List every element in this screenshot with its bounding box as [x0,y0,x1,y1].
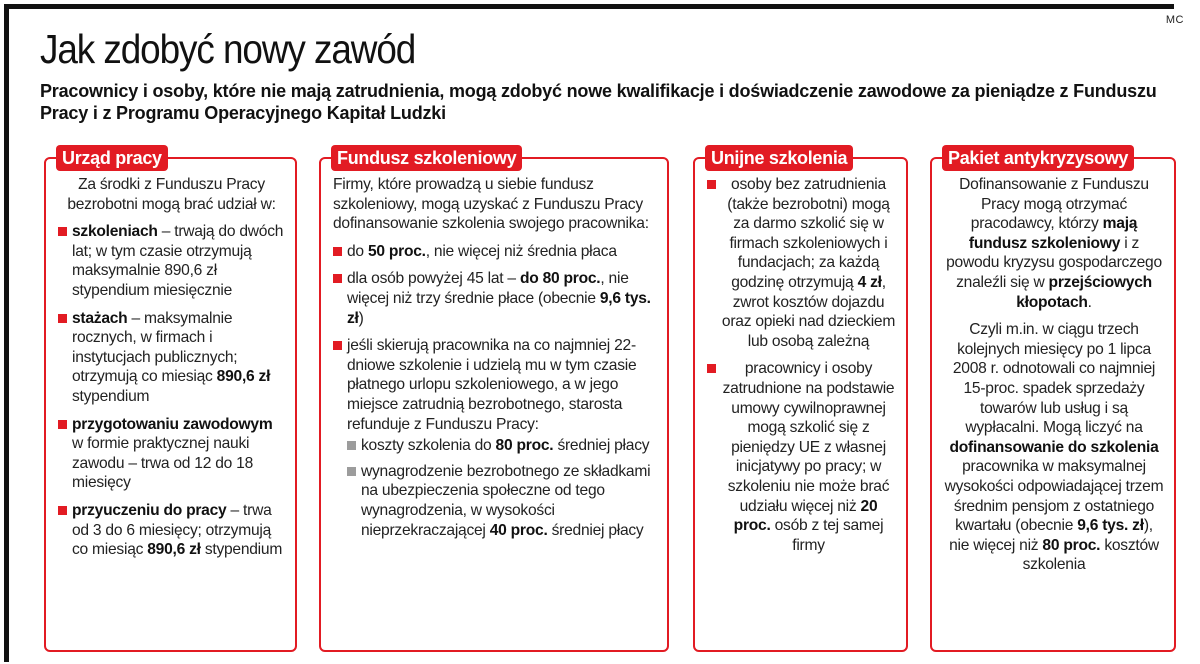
red-square-bullet-icon [58,314,67,323]
list-item [333,242,657,262]
page-title: Jak zdobyć nowy zawód [40,26,416,72]
paragraph-text: Czyli m.in. w ciągu trzech kolejnych miesięcy po 1 lipca 2008 r. odnotowali co najmniej 15-proc. spadek sprzedaży towarów lub usług i są wypłacalni. Mogą liczyć na [952,321,1156,437]
list-item [58,309,285,407]
item-highlight: 890,6 zł [216,368,271,386]
red-square-bullet-icon [58,227,67,236]
column-unijne-szkolenia [693,148,908,652]
item-text: – trwa od 3 do 6 miesięcy; otrzymują co miesiąc [72,501,272,559]
column-header: Pakiet antykryzysowy [942,145,1134,171]
item-text: jeśli skierują pracownika na co najmniej 22-dniowe szkolenie i udzielą mu w tym czasie płatnego urlopu szkoleniowego, a w jego miejsce zatrudnią bezrobotnego, starosta refunduje z Funduszu Pracy: [347,337,637,433]
item-highlight: szkoleniach [72,223,158,241]
column-fundusz-szkoleniowy [319,148,669,652]
red-square-bullet-icon [333,341,342,350]
paragraph-highlight: mają fundusz szkoleniowy [968,215,1138,252]
paragraph-highlight: 80 proc. [1042,536,1101,554]
author-credit: MC [1165,14,1184,26]
paragraph-text: ), nie więcej niż [949,517,1153,554]
item-highlight: 50 proc. [367,242,426,260]
list-item [707,175,896,351]
red-square-bullet-icon [333,247,342,256]
column-paragraph [944,175,1164,312]
column-header: Fundusz szkoleniowy [331,145,522,171]
list-item [58,222,285,300]
paragraph-highlight: dofinansowanie do szkolenia [949,438,1159,456]
frame-left-border [4,4,9,662]
frame-top-border [4,4,1174,9]
item-text: , zwrot kosztów dojazdu oraz opieki nad dzieckiem lub osobą zależną [721,273,896,350]
red-square-bullet-icon [58,420,67,429]
paragraph-highlight: 9,6 tys. zł [1077,517,1144,535]
item-text: wynagrodzenie bezrobotnego ze składkami na ubezpieczenia społeczne od tego wynagrodzenia, w wysokości nieprzekraczającej [361,462,651,539]
column-header: Urząd pracy [56,145,168,171]
item-text: dla osób powyżej 45 lat – [347,270,520,288]
column-urzad-pracy [44,148,297,652]
paragraph-text: . [1087,293,1092,311]
column-intro: Firmy, które prowadzą u siebie fundusz szkoleniowy, mogą uzyskać z Funduszu Pracy dofinansowanie szkolenia swojego pracownika: [333,176,649,233]
item-text: – trwają do dwóch lat; w tym czasie otrzymują maksymalnie 890,6 zł stypendium miesięcznie [72,223,284,299]
item-text: osób z tej samej firmy [770,517,884,554]
item-highlight: 9,6 tys. zł [347,289,651,327]
item-highlight: przyuczeniu do pracy [72,501,227,519]
paragraph-text: pracownika w maksymalnej wysokości odpowiadającej trzem średnim pensjom z ostatniego kwartału (obecnie [944,458,1164,535]
gray-square-bullet-icon [347,441,356,450]
sub-list-item [347,436,657,456]
item-text: – maksymalnie rocznych, w firmach i instytucjach publicznych; otrzymują co miesiąc [72,309,238,386]
item-highlight: 20 proc. [733,497,878,535]
item-text: osoby bez zatrudnienia (także bezrobotni) mogą za darmo szkolić się w firmach szkoleniowych i fundacjach; za każdą godzinę otrzymują [727,176,890,291]
list-item [58,415,285,493]
paragraph-text: Dofinansowanie z Funduszu Pracy mogą otrzymać pracodawcy, którzy [959,176,1149,233]
gray-square-bullet-icon [347,467,356,476]
item-text: do [347,242,368,260]
red-square-bullet-icon [58,506,67,515]
red-square-bullet-icon [707,180,716,189]
item-text: stypendium [72,387,150,405]
item-highlight: 4 zł [857,273,882,291]
item-text: stypendium [200,541,283,559]
item-text: ) [358,309,364,327]
item-highlight: 80 proc. [495,437,554,455]
red-square-bullet-icon [707,364,716,373]
list-item [58,501,285,560]
list-item [333,269,657,328]
column-pakiet-antykryzysowy [930,148,1176,652]
item-text: pracownicy i osoby zatrudnione na podstawie umowy cywilnoprawnej mogą szkolić się z pieniędzy UE z własnej inicjatywy po pracy; w szkoleniu nie może brać udziału więcej niż [722,360,895,515]
item-text: , nie więcej niż średnia płaca [425,242,617,260]
item-highlight: do 80 proc. [519,270,601,288]
item-text: w formie praktycznej nauki zawodu – trwa od 12 do 18 miesięcy [72,435,254,492]
column-header: Unijne szkolenia [705,145,853,171]
item-highlight: 40 proc. [489,521,548,539]
column-intro: Za środki z Funduszu Pracy bezrobotni mogą brać udział w: [67,176,276,213]
red-square-bullet-icon [333,274,342,283]
item-highlight: stażach [72,309,128,327]
item-text: średniej płacy [553,437,650,455]
item-text: koszty szkolenia do [361,437,496,455]
paragraph-highlight: przejściowych kłopotach [1016,273,1152,311]
column-paragraph [944,320,1164,575]
item-highlight: przygotowaniu zawodowym [72,415,273,433]
list-item [333,336,657,540]
paragraph-text: kosztów szkolenia [1022,536,1159,574]
paragraph-text: i z powodu kryzysu gospodarczego znaleźli się w [946,234,1162,291]
item-text: średniej płacy [547,521,644,539]
page-subtitle: Pracownicy i osoby, które nie mają zatrudnienia, mogą zdobyć nowe kwalifikacje i doświadczenie zawodowe za pieniądze z Funduszu Pracy i z Programu Operacyjnego Kapitał Ludzki [40,81,1157,123]
item-text: , nie więcej niż trzy średnie płace (obecnie [347,270,629,307]
sub-list-item [347,462,657,540]
list-item [707,359,896,555]
item-highlight: 890,6 zł [147,541,201,559]
